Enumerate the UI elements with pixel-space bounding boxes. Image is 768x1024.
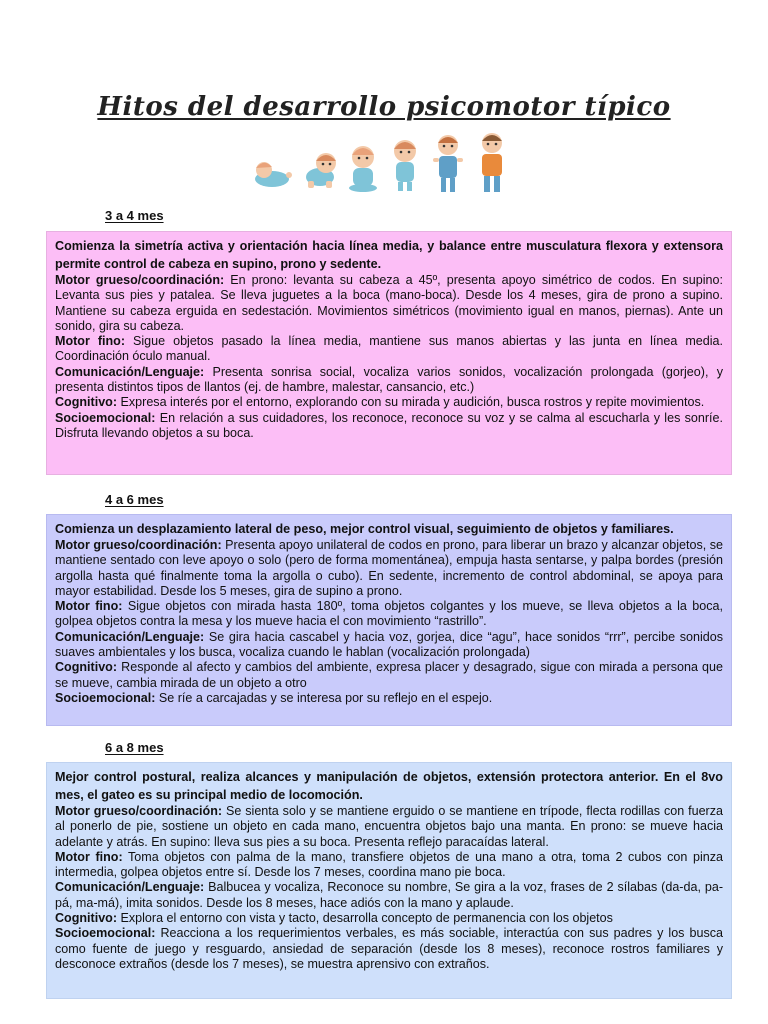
section-intro: Comienza la simetría activa y orientación hacia línea media, y balance entre musculatura flexora y extensora permite control de cabeza en supino, prono y sedente. [55,239,723,271]
toddler-walking-icon [433,135,463,192]
baby-sitting-icon [349,146,377,192]
page-title: Hitos del desarrollo psicomotor típico [97,92,671,122]
item-comunicacion: Comunicación/Lenguaje: Presenta sonrisa social, vocaliza varios sonidos, vocalización prolongada (gorjeo), y presenta distintos tipos de llantos (ej. de hambre, malestar, cansancio, etc.) [55,364,723,395]
item-socioemocional: Socioemocional: En relación a sus cuidadores, los reconoce, reconoce su voz y se calma al escucharla y les sonríe. Disfruta llevando objetos a su boca. [55,410,723,440]
section-label-4-6: 4 a 6 mes [105,492,164,507]
section-label-3-4: 3 a 4 mes [105,208,164,223]
item-motor-grueso: Motor grueso/coordinación: Presenta apoyo unilateral de codos en prono, para liberar un brazo y alcanzar objetos, se mantiene sentado con leve apoyo o solo (pero de forma momentánea), empuja hasta sentarse, y palpa bordes (presión argolla hasta qué finalmente toma la argolla o cubo). En sedente, incremento de control abdominal, se apoya para mayor estabilidad. Desde los 5 meses, gira de supino a prono. [55,538,723,598]
item-comunicacion: Comunicación/Lenguaje: Se gira hacia cascabel y hacia voz, gorjea, dice “agu”, hace sonidos “rrr”, percibe sonidos suaves ambientales y los busca, vocaliza cuando le hablan (vocalización prolongada) [55,629,723,660]
section-box-6-8 [46,762,732,999]
section-intro: Mejor control postural, realiza alcances y manipulación de objetos, extensión protectora anterior. En el 8vo mes, el gateo es su principal medio de locomoción. [55,770,723,802]
item-motor-grueso: Motor grueso/coordinación: Se sienta solo y se mantiene erguido o se mantiene en trípode, flecta rodillas con fuerza al ponerlo de pie, sostiene un objeto en cada mano, encuentra objetos bajo una manta. En prono: se mueve hacia adelante y atrás. En supino: lleva sus pies a su boca. Presenta reflejo paracaídas lateral. [55,804,723,849]
item-motor-fino: Motor fino: Sigue objetos pasado la línea media, mantiene sus manos abiertas y las junta en línea media. Coordinación óculo manual. [55,334,724,364]
item-cognitivo: Cognitivo: Responde al afecto y cambios del ambiente, expresa placer y desagrado, sigue con mirada a persona que se mueve, cambia mirada de un objeto a otro [55,660,723,690]
baby-lying-icon [255,162,292,187]
item-cognitivo: Cognitivo: Expresa interés por el entorno, explorando con su mirada y audición, busca rostros y repite movimientos. [55,395,705,410]
item-cognitivo: Cognitivo: Explora el entorno con vista y tacto, desarrolla concepto de permanencia con los objetos [55,911,613,926]
item-motor-grueso: Motor grueso/coordinación: En prono: levanta su cabeza a 45º, presenta apoyo simétrico de codos. En supino: Levanta sus pies y patalea. Se lleva juguetes a la boca (mano-boca). Desde los 4 meses, gira de prono a supino. Mantiene su cabeza erguida en sedestación. Movimientos simétricos (movimiento igual en manos, piernas). Ante un sonido, gira su cabeza. [55,273,723,333]
item-comunicacion: Comunicación/Lenguaje: Balbucea y vocaliza, Reconoce su nombre, Se gira a la voz, frases de 2 sílabas (da-da, pa-pá, ma-má), imita sonidos. Desde los 8 meses, hace adiós con la mano y aplaude. [55,880,723,910]
item-socioemocional: Socioemocional: Reacciona a los requerimientos verbales, es más sociable, interactúa con sus padres y los busca como fuente de juego y resguardo, ansiedad de separación (desde los 8 meses), reconoce rostros familiares y desconoce extraños (desde los 7 meses), se muestra aprensivo con extraños. [55,926,723,971]
item-motor-fino: Motor fino: Sigue objetos con mirada hasta 180º, toma objetos colgantes y los mueve, se lleva objetos a la boca, golpea objetos contra la mesa y los mueve hacia el con movimiento “rastrillo”. [55,599,723,629]
child-standing-icon [482,133,502,192]
babies-growth-illustration [250,132,520,194]
baby-standing-icon [394,140,416,191]
section-box-4-6 [46,514,732,726]
item-socioemocional: Socioemocional: Se ríe a carcajadas y se interesa por su reflejo en el espejo. [55,690,493,705]
section-box-3-4 [46,231,732,475]
baby-crawling-icon [306,153,336,188]
section-intro: Comienza un desplazamiento lateral de peso, mejor control visual, seguimiento de objetos y familiares. [55,522,674,536]
section-label-6-8: 6 a 8 mes [105,740,164,755]
item-motor-fino: Motor fino: Toma objetos con palma de la mano, transfiere objetos de una mano a otra, toma 2 cubos con pinza intermedia, golpea objetos entre sí. Desde los 7 meses, coordina mano pie boca. [55,849,724,880]
